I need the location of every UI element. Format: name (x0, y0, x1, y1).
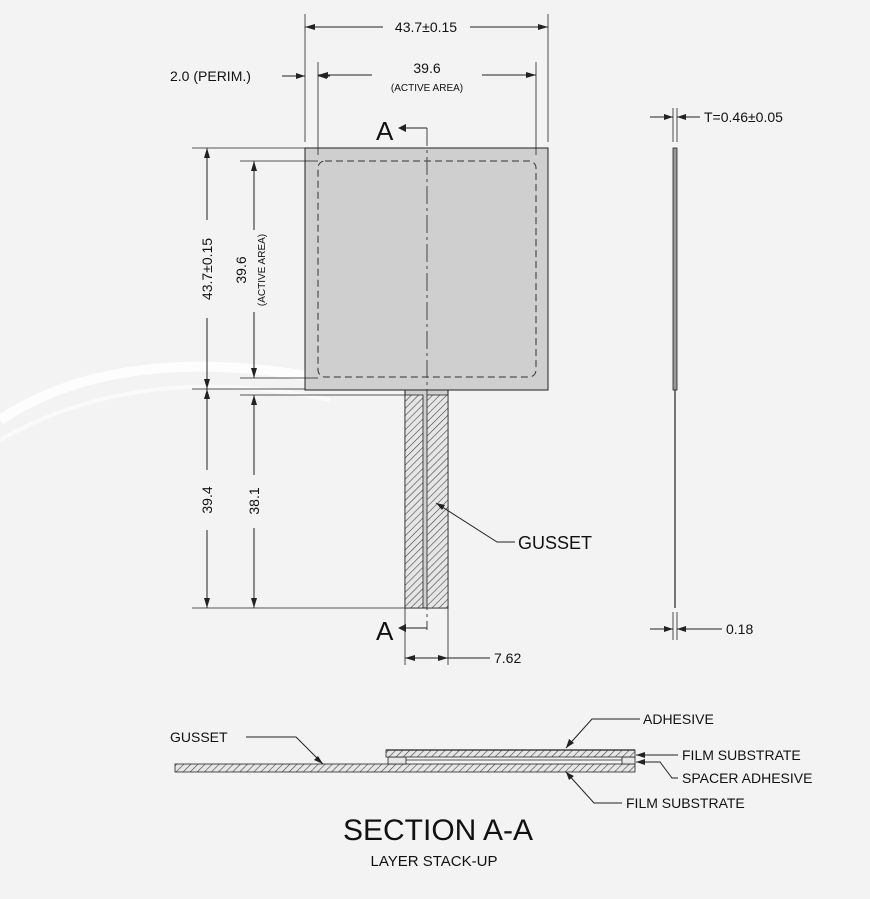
section-gusset-label: GUSSET (170, 729, 228, 745)
section-title: SECTION A-A (342, 814, 534, 847)
thickness-label: T=0.46±0.05 (704, 109, 783, 125)
svg-text:39.6: 39.6 (233, 256, 249, 284)
svg-text:43.7±0.15: 43.7±0.15 (199, 237, 215, 301)
svg-text:(ACTIVE AREA): (ACTIVE AREA) (257, 233, 268, 307)
gusset-callout (436, 503, 592, 553)
dim-tail-length (192, 389, 405, 608)
svg-text:(ACTIVE AREA): (ACTIVE AREA) (390, 83, 464, 94)
svg-text:39.6: 39.6 (413, 60, 441, 76)
gusset-left (405, 395, 423, 608)
dim-overall-width (305, 14, 548, 142)
svg-text:7.62: 7.62 (494, 650, 522, 666)
film-substrate-top (386, 750, 635, 757)
dim-gusset-length (240, 395, 405, 608)
dim-tail-width (405, 608, 521, 666)
section-labels (170, 711, 812, 811)
svg-text:2.0 (PERIM.): 2.0 (PERIM.) (170, 68, 251, 84)
gusset-right (427, 395, 448, 608)
svg-text:39.4: 39.4 (199, 486, 215, 514)
section-mark-top: A (376, 116, 394, 146)
section-film-substrate-bottom-label: FILM SUBSTRATE (626, 795, 745, 811)
svg-text:43.7±0.15: 43.7±0.15 (394, 19, 458, 35)
gusset-label: GUSSET (518, 533, 593, 553)
dim-perimeter (170, 68, 330, 84)
side-view (650, 108, 783, 640)
section-film-substrate-top-label: FILM SUBSTRATE (682, 747, 801, 763)
section-mark-bottom: A (376, 616, 394, 646)
section-adhesive-label: ADHESIVE (643, 711, 714, 727)
tail-thickness-label: 0.18 (726, 621, 754, 637)
svg-text:38.1: 38.1 (246, 487, 262, 515)
sensor-outline (305, 128, 548, 630)
section-spacer-adhesive-label: SPACER ADHESIVE (682, 770, 813, 786)
section-stackup (175, 750, 635, 772)
film-substrate-bottom (175, 764, 635, 772)
section-subtitle: LAYER STACK-UP (370, 853, 498, 870)
